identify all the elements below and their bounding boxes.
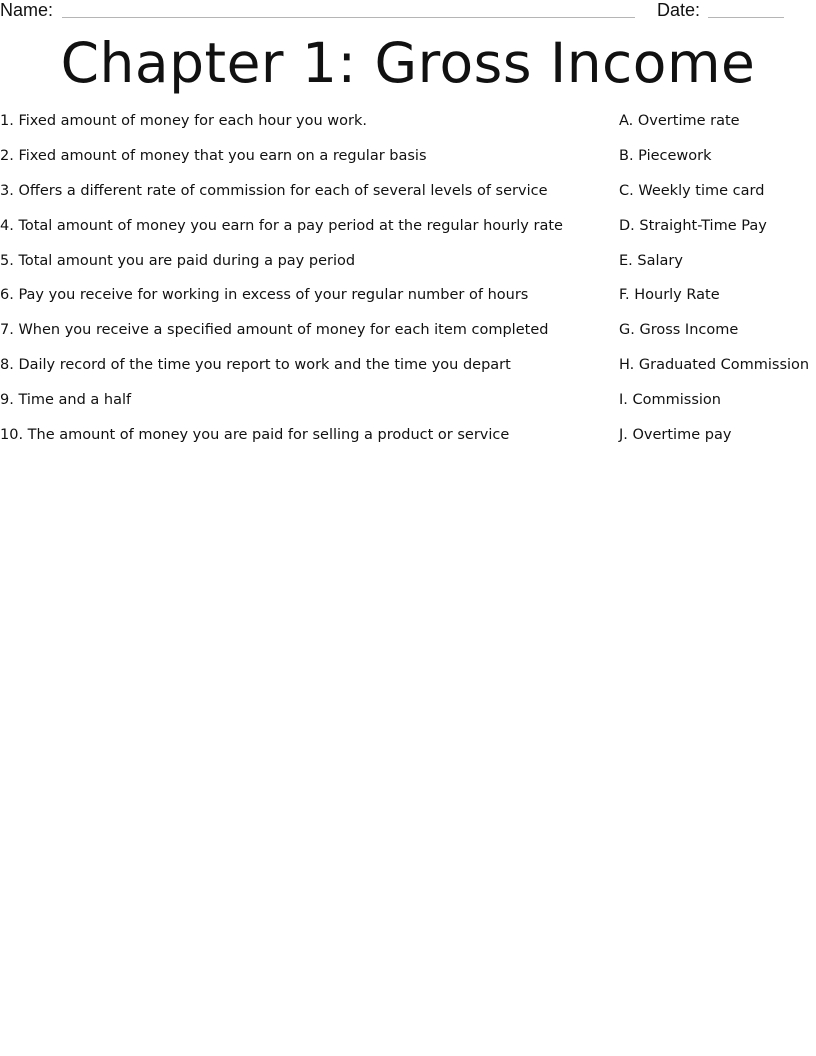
header-row	[0, 0, 816, 24]
clue-item: 6. Pay you receive for working in excess of your regular number of hours	[0, 287, 529, 304]
answer-item: E. Salary	[619, 252, 683, 269]
date-label: Date:	[657, 0, 701, 20]
answer-item: G. Gross Income	[619, 322, 739, 339]
answer-list	[619, 111, 816, 460]
clue-item: 1. Fixed amount of money for each hour you work.	[0, 113, 367, 129]
date-blank-line[interactable]	[708, 17, 784, 18]
name-label: Name:	[0, 0, 54, 20]
answer-item: C. Weekly time card	[619, 182, 765, 199]
clue-list	[0, 111, 600, 460]
clue-item: 7. When you receive a specified amount of money for each item completed	[0, 322, 549, 339]
answer-item: A. Overtime rate	[619, 113, 740, 129]
answer-item: F. Hourly Rate	[619, 287, 720, 304]
clue-item: 8. Daily record of the time you report to work and the time you depart	[0, 357, 511, 374]
name-blank-line[interactable]	[62, 17, 635, 18]
clue-item: 2. Fixed amount of money that you earn on a regular basis	[0, 147, 427, 164]
page-title: Chapter 1: Gross Income	[60, 31, 756, 95]
clue-item: 4. Total amount of money you earn for a pay period at the regular hourly rate	[0, 217, 563, 234]
clue-item: 9. Time and a half	[0, 392, 132, 409]
answer-item: J. Overtime pay	[619, 427, 732, 444]
answer-item: H. Graduated Commission	[619, 357, 810, 374]
answer-item: D. Straight-Time Pay	[619, 217, 767, 234]
answer-item: I. Commission	[619, 392, 721, 409]
answer-item: B. Piecework	[619, 147, 712, 164]
clue-item: 10. The amount of money you are paid for selling a product or service	[0, 427, 510, 444]
clue-item: 5. Total amount you are paid during a pay period	[0, 252, 356, 269]
clue-item: 3. Offers a different rate of commission for each of several levels of service	[0, 182, 548, 199]
